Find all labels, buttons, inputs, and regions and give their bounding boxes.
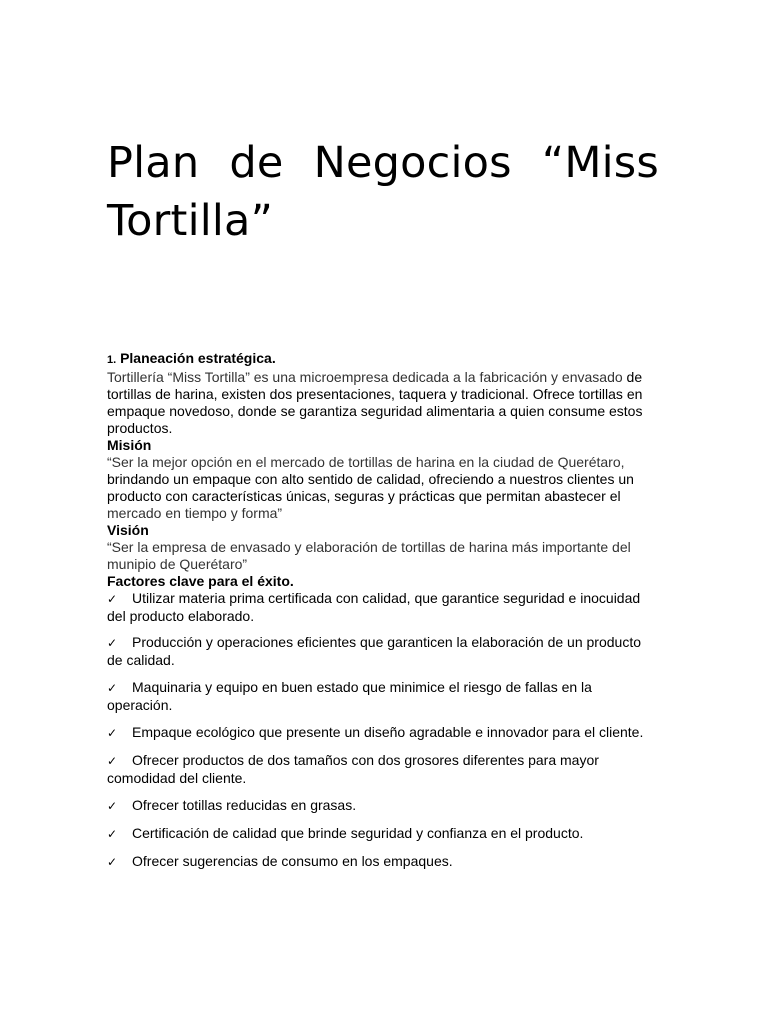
list-item bbox=[107, 853, 659, 871]
intro-line-soft: Tortillería “Miss Tortilla” es una microempresa dedicada a la fabricación y envasado bbox=[107, 369, 623, 385]
section-heading-planeacion bbox=[107, 350, 659, 369]
list-item-text: Ofrecer sugerencias de consumo en los empaques. bbox=[132, 853, 453, 869]
document-title: Plan de Negocios “Miss Tortilla” bbox=[107, 138, 659, 246]
mision-heading: Misión bbox=[107, 437, 152, 453]
list-item bbox=[107, 679, 659, 714]
checkmark-icon: ✓ bbox=[107, 726, 118, 740]
mision-last-soft: mercado en tiempo y forma” bbox=[107, 505, 283, 521]
list-item bbox=[107, 797, 659, 815]
mision-middle: brindando un empaque con alto sentido de calidad, ofreciendo a nuestros clientes un producto con características únicas, seguras y prácticas que permitan abastecer el bbox=[107, 471, 634, 504]
list-item bbox=[107, 634, 659, 669]
list-item-text: Empaque ecológico que presente un diseño agradable e innovador para el cliente. bbox=[132, 724, 644, 740]
mision-paragraph bbox=[107, 454, 659, 522]
list-item bbox=[107, 752, 659, 787]
checkmark-icon: ✓ bbox=[107, 592, 118, 606]
vision-paragraph: “Ser la empresa de envasado y elaboración de tortillas de harina más importante del munipio de Querétaro” bbox=[107, 539, 631, 572]
checkmark-icon: ✓ bbox=[107, 636, 118, 650]
checkmark-icon: ✓ bbox=[107, 855, 118, 869]
list-item bbox=[107, 724, 659, 742]
list-item-text: Utilizar materia prima certificada con calidad, que garantice seguridad e inocuidad del producto elaborado. bbox=[107, 590, 641, 624]
list-item-text: Ofrecer totillas reducidas en grasas. bbox=[132, 797, 357, 813]
list-item-text: Producción y operaciones eficientes que garanticen la elaboración de un producto de calidad. bbox=[107, 634, 642, 668]
list-item-text: Ofrecer productos de dos tamaños con dos grosores diferentes para mayor comodidad del cliente. bbox=[107, 752, 599, 786]
checkmark-icon: ✓ bbox=[107, 681, 118, 695]
intro-rest: de tortillas de harina, existen dos presentaciones, taquera y tradicional. Ofrece tortillas en empaque novedoso, donde se garantiza seguridad alimentaria a quien consume estos productos. bbox=[107, 369, 643, 436]
factores-list bbox=[107, 590, 659, 871]
checkmark-icon: ✓ bbox=[107, 754, 118, 768]
checkmark-icon: ✓ bbox=[107, 799, 118, 813]
factores-heading: Factores clave para el éxito. bbox=[107, 573, 294, 589]
list-item bbox=[107, 590, 659, 625]
list-item-text: Maquinaria y equipo en buen estado que minimice el riesgo de fallas en la operación. bbox=[107, 679, 592, 713]
list-item bbox=[107, 825, 659, 843]
mision-line-soft: “Ser la mejor opción en el mercado de tortillas de harina en la ciudad de Querétaro, bbox=[107, 454, 625, 470]
section-heading-label: Planeación estratégica. bbox=[120, 350, 276, 366]
vision-heading: Visión bbox=[107, 522, 149, 538]
checkmark-icon: ✓ bbox=[107, 827, 118, 841]
section-number: 1. bbox=[107, 354, 117, 366]
list-item-text: Certificación de calidad que brinde seguridad y confianza en el producto. bbox=[132, 825, 584, 841]
intro-paragraph bbox=[107, 369, 659, 437]
document-body bbox=[107, 350, 659, 881]
